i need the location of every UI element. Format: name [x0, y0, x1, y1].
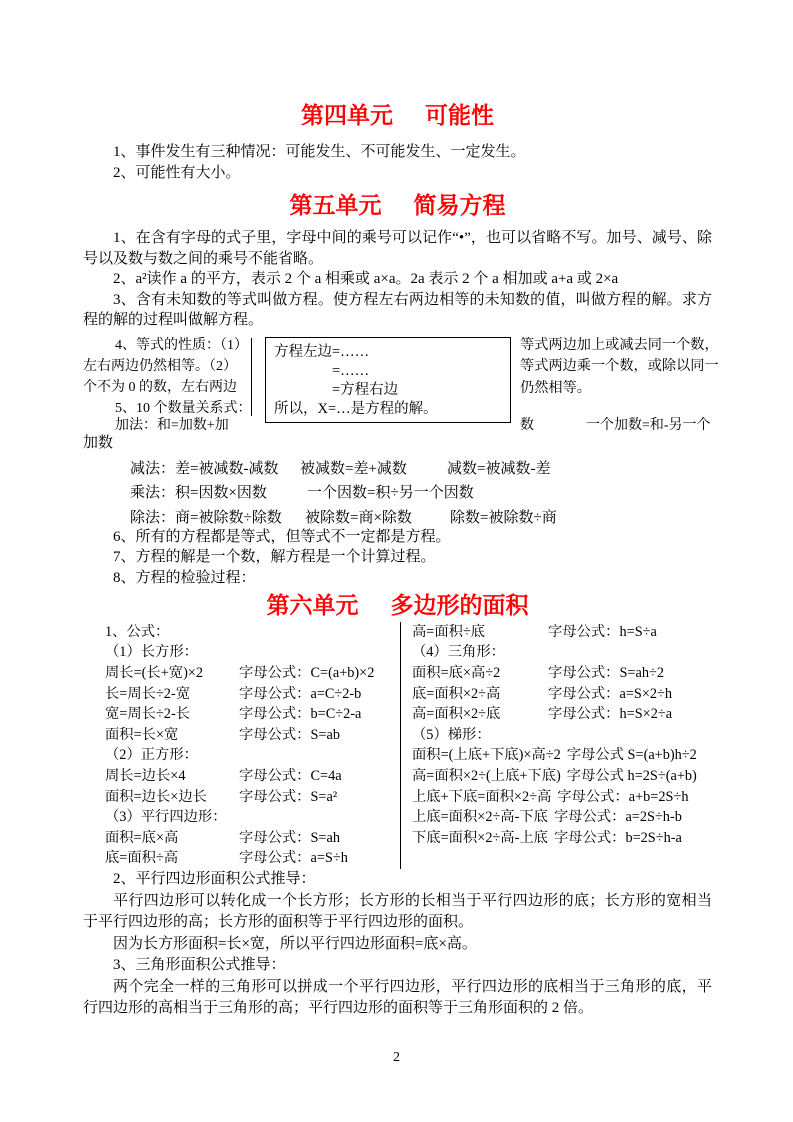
formula-text: 底=面积÷高	[105, 850, 179, 867]
section-header-text: （2）正方形：	[105, 747, 198, 764]
note-line: 仍然相等。	[520, 379, 591, 396]
division-relations-row	[83, 503, 712, 528]
formula-row	[83, 787, 400, 808]
unit6-derivation2-title: 2、平行四边形面积公式推导：	[113, 871, 316, 888]
page-number: 2	[393, 1050, 400, 1065]
formula-column-right	[400, 622, 712, 869]
text-line: 5、10 个数量关系式：	[115, 400, 252, 416]
text-line: 个不为 0 的数，左右两边	[83, 379, 237, 395]
unit5-title	[83, 192, 712, 220]
section-header-text: （1）长方形：	[105, 644, 198, 661]
formula-row	[412, 766, 712, 787]
formula-row	[83, 704, 400, 725]
unit6-title-subject: 多边形的面积	[390, 592, 529, 618]
multiplication-relations-row	[83, 478, 712, 503]
formula-section-header	[412, 725, 712, 746]
addition-relation-text: 加法：和=加数+加	[115, 417, 229, 433]
formula-row	[412, 684, 712, 705]
formula-section-header	[412, 642, 712, 663]
unit5-paragraph-2: 2、a²读作 a 的平方，表示 2 个 a 相乘或 a×a。2a 表示 2 个 a 相加或 a+a 或 2×a	[113, 271, 619, 287]
relation-text: 被除数=商×除数	[305, 509, 412, 526]
relation-text: 乘法：积=因数×因数	[130, 485, 267, 501]
formula-text: 面积=(上底+下底)×高÷2	[412, 747, 561, 764]
relation-text: 减法：差=被减数-减数	[130, 460, 279, 477]
formula-text: 面积=边长×边长	[105, 788, 207, 805]
formula-row	[412, 807, 712, 828]
formula-row	[83, 684, 400, 705]
section-header-text: （3）平行四边形：	[105, 809, 227, 826]
letter-formula-text: 字母公式：C=(a+b)×2	[239, 665, 375, 682]
letter-formula-text: 字母公式：a=S×2÷h	[548, 685, 673, 702]
equality-properties-text	[83, 335, 255, 419]
formula-section-header	[83, 807, 400, 828]
equation-check-box	[265, 337, 511, 423]
unit4-title-subject: 可能性	[425, 103, 494, 128]
letter-formula-text: 字母公式：h=S÷a	[548, 623, 657, 640]
relation-text: 减数=被减数-差	[447, 460, 551, 477]
formula-row	[412, 828, 712, 849]
formula-row	[412, 704, 712, 725]
formula-text: 长=周长÷2-宽	[105, 685, 191, 702]
letter-formula-text: 字母公式：S=a²	[239, 788, 338, 805]
section-header-text: 1、公式：	[105, 623, 170, 640]
formula-text: 下底=面积×2÷高-上底	[412, 829, 548, 846]
formula-column-left	[83, 622, 400, 869]
letter-formula-text: 字母公式：b=2S÷h-a	[553, 829, 682, 846]
formula-text: 高=面积×2÷(上底+下底)	[412, 768, 561, 785]
formula-row	[83, 663, 400, 684]
formula-row	[412, 787, 712, 808]
unit4-item-2: 2、可能性有大小。	[113, 164, 241, 181]
unit5-title-name: 第五单元	[289, 193, 382, 218]
formula-text: 周长=(长+宽)×2	[105, 665, 204, 682]
wrapped-text-continuation: 数	[520, 417, 534, 433]
formula-text: 宽=周长÷2-长	[105, 706, 191, 723]
formula-text: 面积=底×高	[105, 829, 179, 846]
formula-section-header	[83, 745, 400, 766]
unit4-title	[83, 102, 712, 130]
vertical-divider-line	[251, 338, 252, 416]
unit5-paragraph-3: 3、含有未知数的等式叫做方程。使方程左右两边相等的未知数的值，叫做方程的解。求方程的解的过程叫做解方程。	[83, 291, 712, 328]
relation-text: 除数=被除数÷商	[450, 509, 557, 526]
letter-formula-text: 字母公式：S=ah÷2	[548, 665, 664, 682]
box-line: =……	[332, 362, 370, 379]
relation-text: 被减数=差+减数	[300, 460, 407, 477]
page-content	[83, 102, 719, 1020]
formula-text: 高=面积÷底	[412, 623, 486, 640]
unit5-item-6: 6、所有的方程都是等式，但等式不一定都是方程。	[113, 529, 451, 545]
unit4-title-name: 第四单元	[301, 103, 393, 128]
unit6-derivation3-title: 3、三角形面积公式推导：	[113, 957, 286, 974]
section-header-text: （4）三角形：	[412, 644, 505, 661]
formula-text: 面积=长×宽	[105, 726, 179, 743]
box-line: 所以，X=…是方程的解。	[274, 400, 438, 417]
box-line: =方程右边	[332, 381, 399, 398]
note-line: 等式两边加上或减去同一个数，	[520, 336, 719, 353]
wrapped-text-continuation: 加数	[83, 434, 114, 451]
unit5-item-7: 7、方程的解是一个数，解方程是一个计算过程。	[113, 549, 436, 566]
letter-formula-text: 字母公式：S=ab	[239, 726, 340, 743]
letter-formula-text: 字母公式 S=(a+b)h÷2	[566, 747, 697, 764]
unit5-item-8: 8、方程的检验过程：	[113, 569, 256, 586]
text-line: 4、等式的性质：（1）	[115, 337, 248, 353]
text-line: 左右两边仍然相等。（2）	[83, 358, 237, 374]
formula-row	[412, 745, 712, 766]
note-line: 等式两边乘一个数，或除以同一	[520, 358, 719, 374]
letter-formula-text: 字母公式：a=S÷h	[239, 850, 348, 867]
unit4-item-1: 1、事件发生有三种情况：可能发生、不可能发生、一定发生。	[113, 144, 526, 160]
relation-text: 一个因数=积÷另一个因数	[307, 485, 474, 501]
formula-row	[412, 663, 712, 684]
letter-formula-text: 字母公式：a=C÷2-b	[239, 685, 362, 702]
subtraction-relations-row	[83, 454, 712, 479]
formula-section-header	[83, 642, 400, 663]
unit5-title-subject: 简易方程	[413, 193, 506, 218]
box-line: 方程左边=……	[274, 343, 370, 360]
formula-text: 上底=面积×2÷高-下底	[412, 809, 548, 826]
formula-text: 面积=底×高÷2	[412, 665, 501, 682]
unit6-derivation2-body: 平行四边形可以转化成一个长方形；长方形的长相当于平行四边形的底；长方形的宽相当于平行四边形的高；长方形的面积等于平行四边形的面积。	[83, 892, 712, 931]
formula-table	[83, 622, 712, 869]
unit6-title-name: 第六单元	[266, 592, 359, 618]
formula-section-header	[83, 622, 400, 643]
section-header-text: （5）梯形：	[412, 726, 491, 743]
formula-row	[83, 848, 400, 869]
letter-formula-text: 字母公式 h=2S÷(a+b)	[566, 768, 697, 785]
letter-formula-text: 字母公式：a+b=2S÷h	[557, 788, 689, 805]
unit6-title	[83, 592, 712, 620]
letter-formula-text: 字母公式：S=ah	[239, 829, 340, 846]
addend-relation-text: 一个加数=和-另一个	[586, 417, 711, 433]
equality-properties-region	[83, 335, 719, 433]
letter-formula-text: 字母公式：b=C÷2-a	[239, 706, 362, 723]
equality-rule-note	[520, 335, 719, 400]
unit6-derivation2-conclusion: 因为长方形面积=长×宽，所以平行四边形面积=底×高。	[113, 935, 477, 952]
letter-formula-text: 字母公式：h=S×2÷a	[548, 706, 673, 723]
formula-text: 底=面积×2÷高	[412, 685, 501, 702]
relation-text: 除法：商=被除数÷除数	[130, 509, 282, 526]
formula-row	[83, 828, 400, 849]
formula-text: 高=面积×2÷底	[412, 706, 501, 723]
letter-formula-text: 字母公式：a=2S÷h-b	[553, 809, 682, 826]
letter-formula-text: 字母公式：C=4a	[239, 768, 342, 785]
unit5-paragraph-1: 1、在含有字母的式子里，字母中间的乘号可以记作“•”，也可以省略不写。加号、减号、除号以及数与数之间的乘号不能省略。	[83, 230, 712, 267]
formula-text: 周长=边长×4	[105, 768, 186, 785]
formula-row	[83, 766, 400, 787]
formula-text: 上底+下底=面积×2÷高	[412, 788, 552, 805]
unit6-derivation3-body: 两个完全一样的三角形可以拼成一个平行四边形，平行四边形的底相当于三角形的底，平行四边形的高相当于三角形的高；平行四边形的面积等于三角形面积的 2 倍。	[83, 978, 712, 1017]
formula-row	[412, 622, 712, 643]
formula-row	[83, 725, 400, 746]
